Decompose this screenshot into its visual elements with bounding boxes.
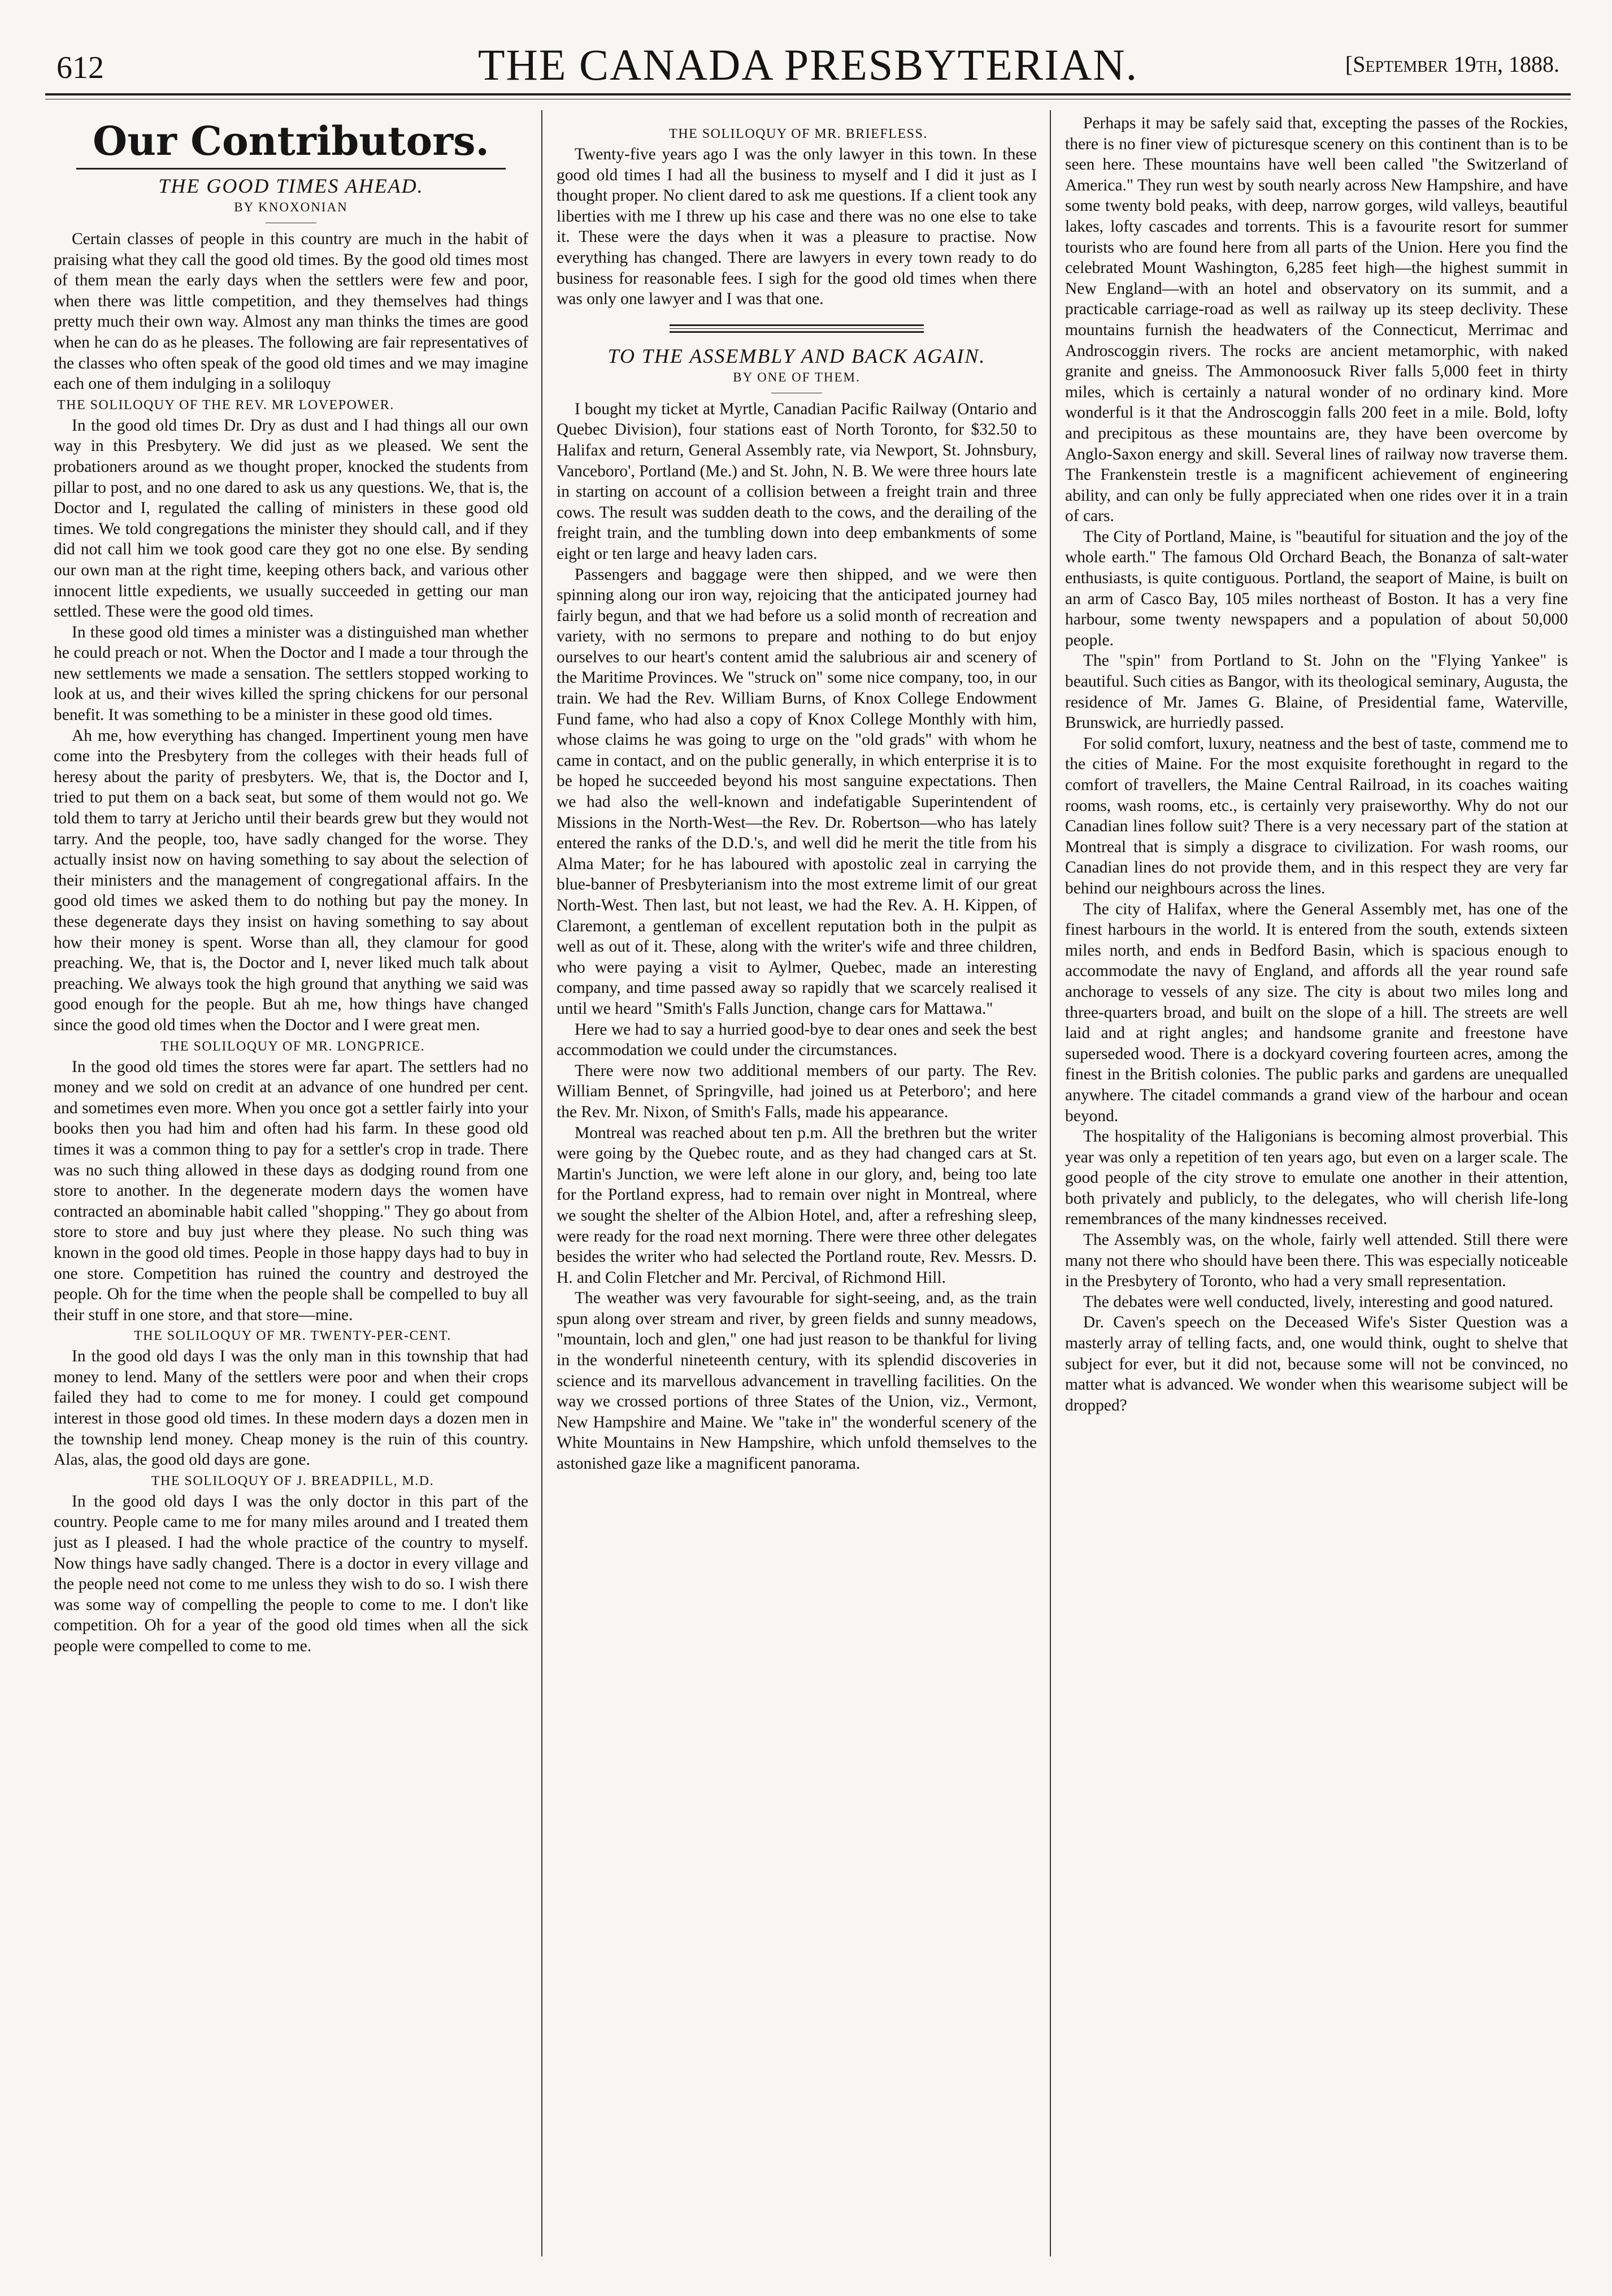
paragraph: In the good old days I was the only doctor in this part of the country. People came to me for many miles around and I treated them just as I pleased. I had the whole practice of the country to myself. Now things have sadly changed. There is a doctor in every village and the people need not come to me unless they wish to do so. I wish there was some way of compelling the people to come to me. I don't like competition. Oh for a year of the good old times when all the sick people were compelled to come to me.: [54, 1492, 528, 1655]
article-title: TO THE ASSEMBLY AND BACK AGAIN.: [607, 344, 986, 367]
page-number: 612: [57, 50, 104, 85]
subheading: THE SOLILOQUY OF MR. BRIEFLESS.: [669, 127, 928, 141]
article-title: THE GOOD TIMES AHEAD.: [158, 175, 424, 197]
subheading: THE SOLILOQUY OF MR. LONGPRICE.: [160, 1039, 425, 1054]
paragraph: In these good old times a minister was a distinguished man whether he could preach or not. When the Doctor and I made a tour through the new settlements we made a sensation. The settlers stopped working to look at us, and their wives killed the spring chickens for our personal benefit. It was something to be a minister in these good old times.: [54, 623, 528, 724]
paragraph: I bought my ticket at Myrtle, Canadian Pacific Railway (Ontario and Quebec Division), four stations east of North Toronto, for $32.50 to Halifax and return, General Assembly rate, via Newport, St. Johnsbury, Vanceboro', Portland (Me.) and St. John, N. B. We were three hours late in starting on account of a collision between a freight train and three cows. The result was sudden death to the cows, and the derailing of the freight train, and the tumbling down into deep embankments of some eight or ten large and heavy laden cars.: [557, 400, 1037, 563]
subheading: THE SOLILOQUY OF THE REV. MR LOVEPOWER.: [57, 397, 394, 413]
column-2: [557, 113, 1037, 2262]
section-title: Our Contributors.: [93, 118, 489, 164]
article-byline: BY ONE OF THEM.: [733, 370, 861, 384]
section-rule: [76, 168, 506, 170]
paragraph: Perhaps it may be safely said that, excepting the passes of the Rockies, there is no finer view of picturesque scenery on this continent than is to be seen here. These mountains have well been called "the Switzerland of America." They run west by south nearly across New Hampshire, and have some twenty bold peaks, with deep, narrow gorges, wild valleys, beautiful lakes, lofty cascades and torrents. This is a favourite resort for summer tourists who are found here from all parts of the Union. Here you find the celebrated Mount Washington, 6,285 feet high—the highest summit in New England—with an hotel and observatory on its summit, and a practicable carriage-road as well as railway up its steep declivity. These mountains furnish the headwaters of the Connecticut, Merrimac and Androscoggin rivers. The rocks are ancient metamorphic, with naked granite and gneiss. The Ammonoosuck River falls 5,000 feet in thirty miles, which is certainly a natural wonder of no ordinary kind. More wonderful is it that the Androscoggin falls 200 feet in a mile. Bold, lofty and precipitous as these mountains are, they have been overcome by Anglo-Saxon energy and skill. Several lines of railway now traverse them. The Frankenstein trestle is a magnificent achievement of engineering ability, and can only be fully appreciated when one rides over it in a train of cars.: [1065, 114, 1568, 526]
paragraph: There were now two additional members of our party. The Rev. William Bennet, of Springville, had joined us at Peterboro'; and here the Rev. Mr. Nixon, of Smith's Falls, made his appearance.: [557, 1061, 1037, 1121]
paragraph: Ah me, how everything has changed. Impertinent young men have come into the Presbytery from the colleges with their heads full of heresy about the parity of presbyters. We, that is, the Doctor and I, tried to put them on a back seat, but some of them would not go. We told them to tarry at Jericho until their beards grew but they would not tarry. And the people, too, have sadly changed for the worse. They actually insist now on having something to say about the selection of their ministers and the management of congregational affairs. In the good old times we asked them to do nothing but pay the money. In these degenerate days they insist on having something to say about how their money is spent. Worse than all, they clamour for good preaching. We, that is, the Doctor and I, never liked much talk about preaching. We always took the high ground that anything we said was good enough for the people. But ah me, how things have changed since the good old times when the Doctor and I were great men.: [54, 726, 528, 1034]
paragraph: The City of Portland, Maine, is "beautiful for situation and the joy of the whole earth." The famous Old Orchard Beach, the Bonanza of salt-water enthusiasts, is quite contiguous. Portland, the seaport of Maine, is built on an arm of Casco Bay, 105 miles northeast of Boston. It has a very fine harbour, some twenty newspapers and a population of about 50,000 people.: [1065, 527, 1568, 649]
article-divider: [557, 324, 1037, 333]
paragraph: The hospitality of the Haligonians is becoming almost proverbial. This year was only a repetition of ten years ago, but even on a larger scale. The good people of the city strove to emulate one another in their attention, both privately and publicly, to the delegates, who will cherish life-long remembrances of the many kindnesses received.: [1065, 1127, 1568, 1229]
header-rule: [45, 93, 1571, 96]
paragraph: Certain classes of people in this country are much in the habit of praising what they call the good old times. By the good old times most of them mean the early days when the settlers were few and poor, when there was little competition, and they themselves had things pretty much their own way. Almost any man thinks the times are good when he can do as he pleases. The following are fair representatives of the classes who often speak of the good old times and we may imagine each one of them indulging in a soliloquy: [54, 230, 528, 393]
paragraph: The "spin" from Portland to St. John on the "Flying Yankee" is beautiful. Such cities as Bangor, with its theological seminary, Augusta, the residence of Mr. James G. Blaine, of Presidential fame, Waterville, Brunswick, are hurriedly passed.: [1065, 652, 1568, 732]
column-divider: [541, 110, 542, 2256]
column-3: [1065, 113, 1568, 2262]
paragraph: Here we had to say a hurried good-bye to dear ones and seek the best accommodation we could under the circumstances.: [557, 1020, 1037, 1060]
issue-date: [September 19th, 1888.: [1345, 51, 1559, 77]
masthead-title: THE CANADA PRESBYTERIAN.: [477, 40, 1139, 89]
paragraph: For solid comfort, luxury, neatness and the best of taste, commend me to the cities of Maine. For the most exquisite forethought in regard to the comfort of travellers, the Maine Central Railroad, in its coaches waiting rooms, wash rooms, etc., is certainly very praiseworthy. Why do not our Canadian lines follow suit? There is a very necessary part of the station at Montreal that is simply a disgrace to civilization. For wash rooms, our Canadian lines do not provide them, and in this respect they are very far behind our neighbours across the lines.: [1065, 734, 1568, 897]
column-1: [54, 113, 528, 2262]
paragraph: Passengers and baggage were then shipped, and we were then spinning along our iron way, rejoicing that the anticipated journey had fairly begun, and that we had before us a solid month of recreation and variety, with no sermons to prepare and nothing to do but enjoy ourselves to our heart's content amid the salubrious air and scenery of the Maritime Provinces. We "struck on" some nice company, too, in our train. We had the Rev. William Burns, of Knox College Endowment Fund fame, who had also a copy of Knox College Monthly with him, whose claims he was going to urge on the "old grads" with whom he came in contact, and on the public generally, in which enterprise it is to be hoped he succeeded beyond his most sanguine expectations. Then we had also the well-known and indefatigable Superintendent of Missions in the North-West—the Rev. Dr. Robertson—who has lately entered the ranks of the D.D.'s, and well did he merit the title from his Alma Mater; for he has laboured with apostolic zeal in carrying the blue-banner of Presbyterianism into the most extreme limit of our great North-West. Then last, but not least, we had the Rev. A. H. Kippen, of Claremont, a gentleman of excellent reputation both in the pulpit as well as out of it. These, along with the writer's wife and three children, who were paying a visit to Aylmer, Quebec, made an interesting company, and time passed away so rapidly that we scarcely realised it until we heard "Smith's Falls Junction, change cars for Mattawa.": [557, 565, 1037, 1018]
paragraph: In the good old days I was the only man in this township that had money to lend. Many of the settlers were poor and when their crops failed they had to come to me for money. I could get compound interest in those good old times. In these modern days a dozen men in the township lend money. Cheap money is the ruin of this country. Alas, alas, the good old days are gone.: [54, 1347, 528, 1469]
paragraph: Twenty-five years ago I was the only lawyer in this town. In these good old times I had all the business to myself and I did it just as I thought proper. No client dared to ask me questions. If a client took any liberties with me I threw up his case and there was no one else to take it. These were the days when it was a pleasure to practise. Now everything has changed. There are lawyers in every town ready to do business for reasonable fees. I sigh for the good old times when there was only one lawyer and I was that one.: [557, 145, 1037, 309]
column-divider: [1050, 110, 1051, 2256]
paragraph: The city of Halifax, where the General Assembly met, has one of the finest harbours in the world. It is entered from the south, extends sixteen miles north, and ends in Bedford Basin, which is spacious enough to accommodate the navy of England, and affords all the year round safe anchorage to vessels of any size. The city is about two miles long and three-quarters broad, and built on the slope of a hill. The streets are well laid and at right angles; and handsome granite and freestone have superseded wood. There is a dockyard covering fourteen acres, among the finest in the British colonies. The public parks and gardens are unequalled anywhere. The citadel commands a grand view of the harbour and ocean beyond.: [1065, 900, 1568, 1125]
paragraph: In the good old times Dr. Dry as dust and I had things all our own way in this Presbytery. We did just as we pleased. We sent the probationers around as we thought proper, knocked the students from pillar to post, and no one dared to ask us any questions. We, that is, the Doctor and I, regulated the calling of ministers in these good old times. We told congregations the minister they should call, and if they did not call him we took good care they got no one else. By sending our own man at the right time, keeping others back, and various other innocent little expedients, we usually succeeded in getting our man settled. These were the good old times.: [54, 416, 528, 621]
subheading: THE SOLILOQUY OF MR. TWENTY-PER-CENT.: [134, 1329, 451, 1344]
paragraph: Dr. Caven's speech on the Deceased Wife's Sister Question was a masterly array of telling facts, and, one would think, ought to shelve that subject for ever, but it did not, because some will not be convinced, no matter what is advanced. We wonder when this wearisome subject will be dropped?: [1065, 1313, 1568, 1414]
page-header: [45, 40, 1571, 107]
subheading: THE SOLILOQUY OF J. BREADPILL, M.D.: [151, 1473, 434, 1488]
paragraph: The Assembly was, on the whole, fairly well attended. Still there were many not there who should have been there. This was especially noticeable in the Presbytery of Toronto, who had a very small representation.: [1065, 1231, 1568, 1291]
paragraph: The weather was very favourable for sight-seeing, and, as the train spun along over stream and river, by green fields and sunny meadows, "mountain, loch and glen," one had just reason to be thankful for living in the wonderful nineteenth century, with its splendid discoveries in science and its marvellous advancement in travelling facilities. On the way we crossed portions of three States of the Union, viz., Vermont, New Hampshire and Maine. We "take in" the wonderful scenery of the White Mountains in New Hampshire, which unfold themselves to the astonished gaze like a magnificent panorama.: [557, 1289, 1037, 1473]
paragraph: In the good old times the stores were far apart. The settlers had no money and we sold on credit at an advance of one hundred per cent. and sometimes even more. When you once got a settler fairly into your books then you had him and often had his farm. In these good old times it was a common thing to pay for a settler's crop in trade. There was no such thing allowed in these days as dodging round from one store to another. In the degenerate modern days the women have contracted an abominable habit called "shopping." They go about from store to store and buy just where they please. No such thing was known in the good old times. People in those happy days had to buy in one store. Competition has ruined the country and destroyed the people. Oh for the time when the people shall be compelled to buy all their stuff in one store, and that store—mine.: [54, 1057, 528, 1324]
article-byline: BY KNOXONIAN: [234, 200, 348, 214]
paragraph: The debates were well conducted, lively, interesting and good natured.: [1083, 1292, 1553, 1311]
paragraph: Montreal was reached about ten p.m. All the brethren but the writer were going by the Quebec route, and as they had changed cars at St. Martin's Junction, we were left alone in our glory, and, being too late for the Portland express, had to remain over night in Montreal, where we sought the shelter of the Albion Hotel, and, after a refreshing sleep, were ready for the road next morning. There were three other delegates besides the writer who had selected the Portland route, Rev. Messrs. D. H. and Colin Fletcher and Mr. Percival, of Richmond Hill.: [557, 1123, 1037, 1287]
